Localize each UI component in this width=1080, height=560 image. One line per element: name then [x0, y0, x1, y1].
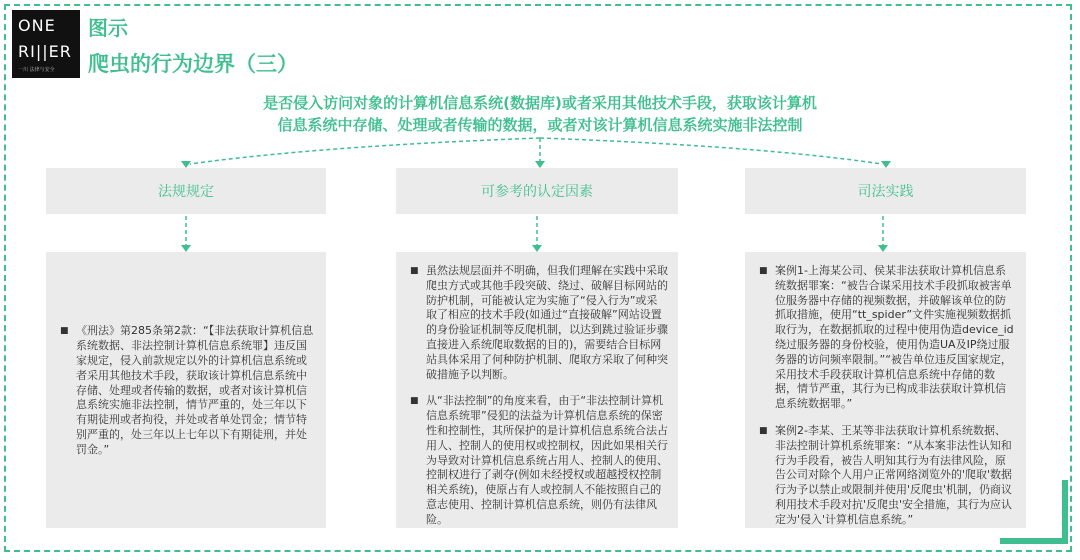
item-text: 案例2-李某、王某等非法获取计算机系统数据、非法控制计算机系统罪案：“从本案非法性认知和行为手段看，被告人明知其行为有法律风险，原告公司对除个人用户正常网络浏览外的'爬取'数据行为予以禁止或限制并使用'反爬虫'机制，仍商议利用技术手段对抗'反爬虫'安全措施，其行为应认定为'侵入'计算机信息系统。”: [775, 423, 1013, 526]
list-item: [410, 264, 668, 382]
logo-line-1: ONE: [18, 16, 56, 35]
item-text: 虽然法规层面并不明确，但我们理解在实践中采取爬虫方式或其他手段突破、绕过、破解目标网站的防护机制，可能被认定为实施了“侵入行为”或采取了相应的技术手段(如通过“直接破解”网站设置的身份验证机制等反爬机制，以达到跳过验证步骤直接进入系统爬取数据的目的)，需要结合目标网站具体采用了何种防护机制、爬取方采取了何种突破措施予以判断。: [426, 264, 668, 381]
list-item: [759, 424, 1016, 528]
square-bullet-icon: ■: [60, 326, 69, 337]
list-item: [60, 324, 316, 457]
arrowhead-col1: [181, 245, 191, 252]
column-heading-regulations: 法规规定: [46, 168, 326, 214]
arrowhead-col3: [878, 245, 888, 252]
item-text: 从“非法控制”的角度来看，由于“非法控制计算机信息系统罪”侵犯的法益为计算机信息系统的保密性和控制性，其所保护的是计算机信息系统合法占用人、控制人的使用权或控制权，因此如果相关行为导致对计算机信息系统占用人、控制人的使用、控制权进行了剥夺(例如未经授权或超越授权控制相关系统)，使原占有人或控制人不能按照自己的意志使用、控制计算机信息系统，则仍有法律风险。: [426, 394, 668, 526]
content-box-factors: [396, 252, 678, 528]
arrowhead-top-left: [181, 161, 191, 168]
logo-line-3: 一川 法律与安全: [18, 67, 55, 73]
connector-curve-left: [190, 138, 540, 164]
arrowhead-top-middle: [535, 161, 545, 168]
square-bullet-icon: ■: [759, 266, 768, 276]
lead-question-line-2: 信息系统中存储、处理或者传输的数据，或者对该计算机信息系统实施非法控制: [277, 116, 803, 134]
item-text: 案例1-上海某公司、侯某非法获取计算机信息系统数据罪案：“被告合谋采用技术手段抓取被害单位服务器中存储的视频数据，并破解该单位的防抓取措施，使用“tt_spider”文件实施视频数据抓取行为，在数据抓取的过程中使用伪造device_id绕过服务器的身份校验，使用伪造UA及IP绕过服务器的访问频率限制。”“被告单位违反国家规定，采用技术手段获取计算机信息系统中存储的数据，情节严重，其行为已构成非法获取计算机信息系统数据罪。”: [775, 264, 1014, 411]
column-heading-judicial-practice: 司法实践: [745, 168, 1026, 214]
square-bullet-icon: ■: [759, 425, 768, 436]
content-box-regulations: [46, 252, 326, 528]
section-tag: 图示: [88, 16, 128, 40]
page-title: 爬虫的行为边界（三）: [88, 52, 298, 76]
list-item: [410, 394, 668, 527]
item-text: 《刑法》第285条第2款：“【非法获取计算机信息系统数据、非法控制计算机信息系统罪】违反国家规定，侵入前款规定以外的计算机信息系统或者采用其他技术手段，获取该计算机信息系统中存储、处理或者传输的数据，或者对该计算机信息系统实施非法控制，情节严重的，处三年以下有期徒刑或者拘役，并处或者单处罚金；情节特别严重的，处三年以上七年以下有期徒刑，并处罚金。”: [76, 324, 314, 456]
square-bullet-icon: ■: [410, 396, 419, 407]
content-box-judicial-practice: [745, 252, 1026, 528]
column-heading-factors: 可参考的认定因素: [396, 168, 678, 214]
connector-curve-right: [540, 138, 882, 164]
logo-line-2: RI||ER: [18, 42, 72, 61]
arrowhead-top-right: [881, 161, 891, 168]
square-bullet-icon: ■: [410, 266, 419, 276]
list-item: [759, 264, 1016, 412]
lead-question-line-1: 是否侵入访问对象的计算机信息系统(数据库)或者采用其他技术手段，获取该计算机: [263, 94, 817, 112]
arrowhead-col2: [532, 245, 542, 252]
